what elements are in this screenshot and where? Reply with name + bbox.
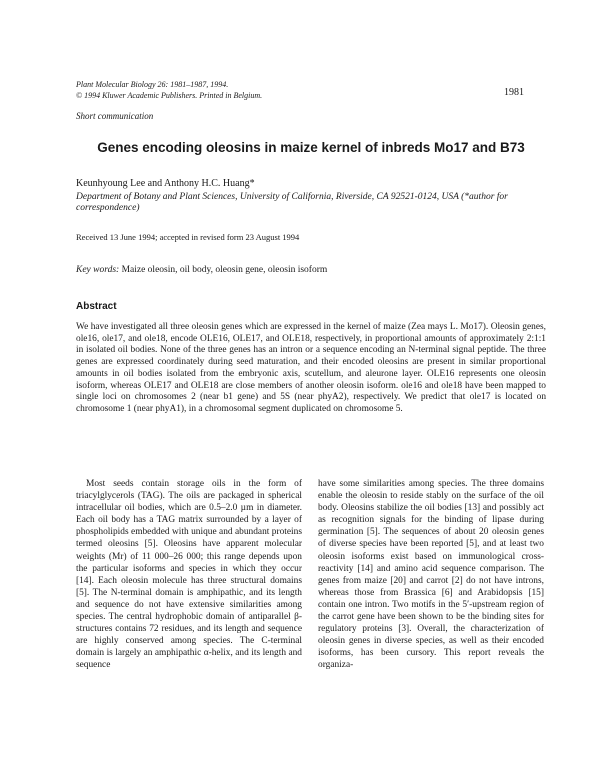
received-dates: Received 13 June 1994; accepted in revised form 23 August 1994 [76,232,300,242]
body-column-left [76,478,302,672]
journal-line-1: Plant Molecular Biology 26: 1981–1987, 1994. [76,80,229,89]
abstract-heading: Abstract [76,301,117,312]
author-list: Keunhyoung Lee and Anthony H.C. Huang* [76,178,255,189]
keywords [76,265,327,275]
abstract-text: We have investigated all three oleosin genes which are expressed in the kernel of maize (Zea mays L. Mo17). Oleosin genes, ole16, ole17, and ole18, encode OLE16, OLE17, and OLE18, respectively, in proportional amounts of approximately 2:1:1 in isolated oil bodies. None of the three genes has an intron or a sequence encoding an N-terminal signal peptide. The three genes are expressed coordinately during seed maturation, and their encoded oleosins are present in similar proportional amounts in oil bodies isolated from the embryonic axis, scutellum, and aleurone layer. OLE16 represents one oleosin isoform, whereas OLE17 and OLE18 are close members of another oleosin isoform. ole16 and ole18 have been mapped to single loci on chromosomes 2 (near b1 gene) and 5S (near phyA2), respectively. We predict that ole17 is located on chromosome 1 (near phyA1), in a chromosomal segment duplicated on chromosome 5. [76,322,546,414]
journal-citation [76,79,262,101]
body-paragraph: Most seeds contain storage oils in the form of triacylglycerols (TAG). The oils are packaged in spherical intracellular oil bodies, which are 0.5–2.0 µm in diameter. Each oil body has a TAG matrix surrounded by a layer of phospholipids embedded with unique and abundant proteins termed oleosins [5]. Oleosins have apparent molecular weights (Mr) of 11 000–26 000; this range depends upon the particular isoforms and species in which they occur [14]. Each oleosin molecule has three structural domains [5]. The N-terminal domain is amphipathic, and its length and sequence do not have extensive similarities among species. The central hydrophobic domain of antiparallel β-structures contains 72 residues, and its length and sequence are highly conserved among species. The C-terminal domain is largely an amphipathic α-helix, and its length and sequence [76,479,302,671]
keywords-label: Key words: [76,265,120,275]
keywords-text: Maize oleosin, oil body, oleosin gene, oleosin isoform [119,265,328,275]
body-column-right [318,478,544,672]
paper-title: Genes encoding oleosins in maize kernel of inbreds Mo17 and B73 [97,140,525,155]
affiliation: Department of Botany and Plant Sciences, University of California, Riverside, CA 92521-0124, USA (*author for correspondence) [76,192,508,213]
body-paragraph: have some similarities among species. The three domains enable the oleosin to reside stably on the surface of the oil body. Oleosins stabilize the oil bodies [13] and possibly act as recognition signals for the binding of lipase during germination [5]. The sequences of about 20 oleosin genes of diverse species have been reported [5], and at least two oleosin isoforms exist based on immunological cross-reactivity [14] and amino acid sequence comparison. The genes from maize [20] and carrot [2] do not have introns, whereas those from Brassica [6] and Arabidopsis [15] contain one intron. Two motifs in the 5′-upstream region of the carrot gene have been shown to be the binding sites for regulatory proteins [3]. Overall, the characterization of oleosin genes in diverse species, as well as their encoded isoforms, has been cursory. This report reveals the organiza- [318,479,544,671]
section-label: Short communication [76,111,154,121]
journal-line-2: © 1994 Kluwer Academic Publishers. Printed in Belgium. [76,91,263,100]
page-number: 1981 [504,87,524,98]
